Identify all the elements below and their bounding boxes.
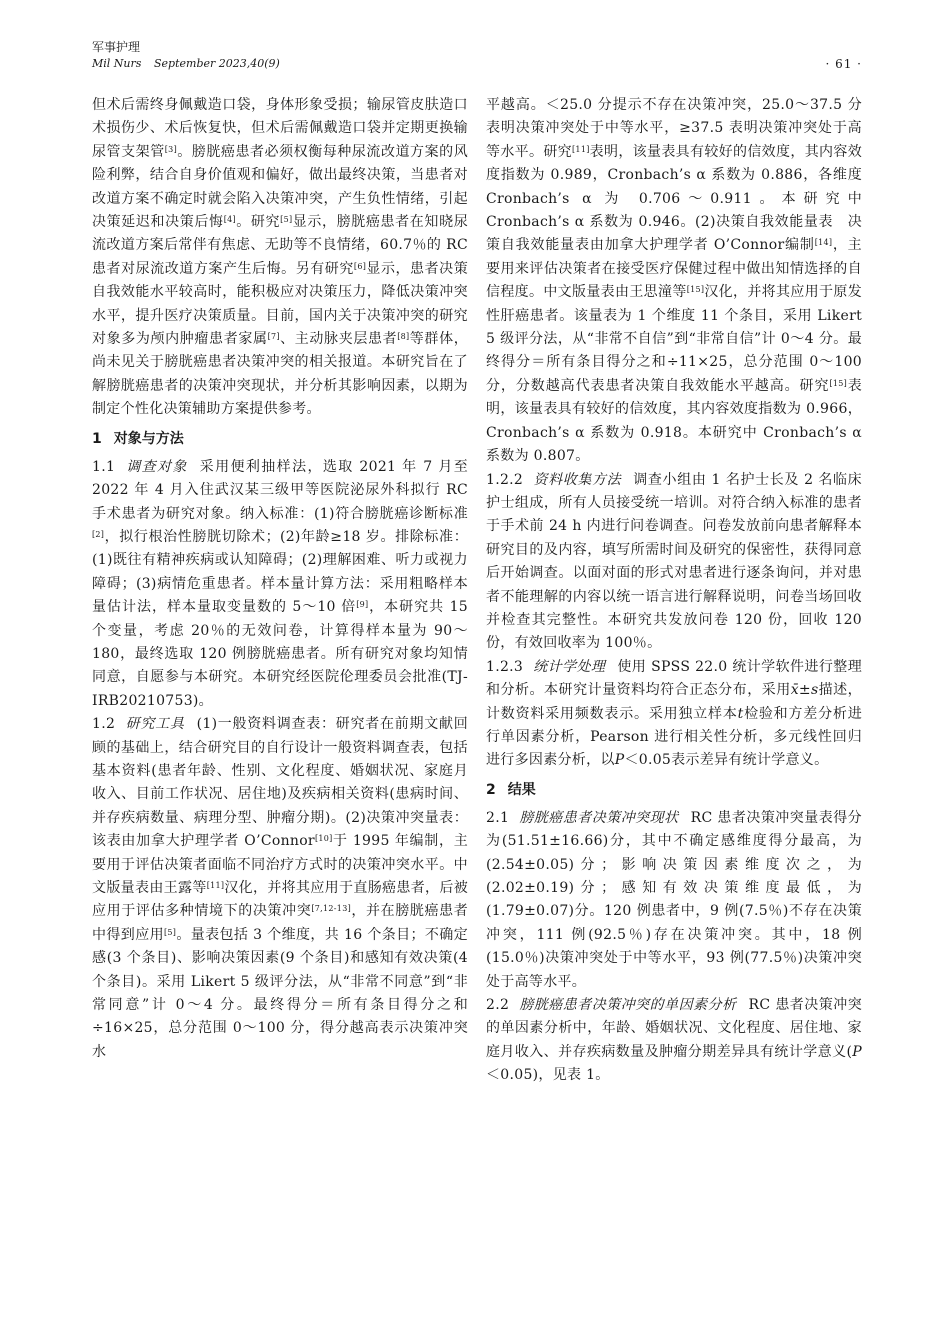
text-run: 膀胱癌患者决策冲突现状 bbox=[519, 809, 679, 826]
text-run: 调查小组由 1 名护士长及 2 名临床护士组成，所有人员接受统一培训。对符合纳入标准的患者于手术前 24 h 内进行问卷调查。问卷发放前向患者解释本研究目的及内容，填写所需时间及研究的保密性，获得同意后开始调查。以面对面的形式对患者进行逐条询问，并对患者不能理解的内容以统一语言进行解释说明，问卷当场回收并检查其完整性。本研究共发放问卷 120 份，回收 120 份，有效回收率为 100％。 bbox=[486, 471, 862, 652]
section-heading-methods bbox=[92, 428, 468, 450]
text-run: 显示，膀胱癌患者在知晓尿流改道方案后常伴有焦虑、无助等不良情绪，60.7％的 RC 患者对尿流改道方案产生后悔。另有研究 bbox=[92, 214, 468, 277]
citation: [14] bbox=[814, 238, 833, 248]
citation: [15] bbox=[686, 285, 705, 295]
text-run: (1)一般资料调查表：研究者在前期文献回顾的基础上，结合研究目的自行设计一般资料调查表，包括基本资料(患者年龄、性别、文化程度、婚姻状况、家庭月收入、目前工作状况、居住地)及疾病相关资料(患病时间、并存疾病数量、病理分型、肿瘤分期)。(2)决策冲突量表：该表由加拿大护理学者 O’Connor bbox=[92, 716, 468, 850]
instruments-continued bbox=[486, 94, 862, 469]
text-run: 检验和方差分析进行单因素分析，Pearson 进行相关性分析，多元线性回归进行多因素分析，以 bbox=[486, 705, 862, 769]
page-header bbox=[92, 38, 862, 78]
citation: [5] bbox=[164, 927, 177, 937]
intro-paragraph bbox=[92, 94, 468, 422]
left-column bbox=[92, 94, 468, 1064]
text-run: 研究工具 bbox=[125, 716, 185, 733]
subsection-instruments bbox=[92, 713, 468, 1064]
text-run: 膀胱癌患者决策冲突的单因素分析 bbox=[519, 997, 737, 1014]
text-run: x̄±s bbox=[790, 682, 819, 699]
citation: [15] bbox=[829, 378, 848, 388]
text-run: ，主要用来评估决策者在接受医疗保健过程中做出知情选择的自信程度。中文版量表由王思潼等 bbox=[486, 237, 862, 301]
text-run: 结果 bbox=[507, 781, 536, 798]
text-run: 1.2.2 bbox=[486, 471, 524, 488]
text-run: 1 bbox=[92, 430, 102, 447]
subsection-current-status bbox=[486, 807, 862, 994]
text-run: 但术后需终身佩戴造口袋，身体形象受损；输尿管皮肤造口术损伤少、术后恢复快，但术后需佩戴造口袋并定期更换输尿管支架管 bbox=[92, 97, 468, 160]
citation: [5] bbox=[280, 215, 293, 225]
text-run: 描述，计数资料采用频数表示。采用独立样本 bbox=[486, 682, 862, 722]
text-run: 汉化，并将其应用于直肠癌患者，后被应用于评估多种情境下的决策冲突 bbox=[92, 880, 468, 920]
text-run: 1.1 bbox=[92, 458, 116, 475]
text-run: P bbox=[614, 752, 625, 769]
text-run: ，并在膀胱癌患者中得到应用 bbox=[92, 903, 469, 943]
text-run: 2 bbox=[486, 781, 496, 798]
subsection-data-collection bbox=[486, 469, 862, 656]
citation: [7,12-13] bbox=[311, 904, 352, 914]
text-run: t bbox=[737, 705, 744, 722]
text-run: ，本研究共 15 个变量，考虑 20％的无效问卷，计算得样本量为 90～180，最终选取 120 例膀胱癌患者。所有研究对象均知情同意，自愿参与本研究。本研究经医院伦理委员会批准(TJ-IRB20210753)。 bbox=[92, 599, 468, 709]
text-run: 2.2 bbox=[486, 997, 510, 1014]
citation: [6] bbox=[353, 261, 367, 271]
text-run: RC 患者决策冲突量表得分为(51.51±16.66)分，其中不确定感维度得分最高，为(2.54±0.05)分；影响决策因素维度次之，为(2.02±0.19)分；感知有效决策维度最低，为(1.79±0.07)分。120 例患者中，9 例(7.5％)不存在决策冲突，111 例(92.5％)存在决策冲突。其中，18 例(15.0％)决策冲突处于中等水平，93 例(77.5％)决策冲突处于高等水平。 bbox=[486, 809, 862, 990]
text-run: ，拟行根治性膀胱切除术；(2)年龄≥18 岁。排除标准：(1)既往有精神疾病或认知障碍；(2)理解困难、听力或视力障碍；(3)病情危重患者。样本量计算方法：采用粗略样本量估计法，样本量取变量数的 5～10 倍 bbox=[92, 528, 468, 616]
journal-title-en: Mil Nurs bbox=[92, 57, 142, 70]
text-run: 。研究 bbox=[235, 214, 281, 231]
text-run: 2.1 bbox=[486, 809, 510, 826]
subsection-statistics bbox=[486, 656, 862, 773]
issue-date: September 2023,40(9) bbox=[154, 57, 280, 70]
text-run: 于 1995 年编制，主要用于评估决策者面临不同治疗方式时的决策冲突水平。中文版量表由王露等 bbox=[92, 833, 469, 896]
text-run: RC 患者决策冲突的单因素分析中，年龄、婚姻状况、文化程度、居住地、家庭月收入、并存疾病数量及肿瘤分期差异具有统计学意义( bbox=[486, 997, 863, 1060]
text-run: 、主动脉夹层患者 bbox=[279, 331, 398, 348]
text-run: 等群体，尚未见关于膀胱癌患者决策冲突的相关报道。本研究旨在了解膀胱癌患者的决策冲突现状，并分析其影响因素，以期为制定个性化决策辅助方案提供参考。 bbox=[92, 331, 468, 418]
citation: [3] bbox=[164, 144, 177, 154]
citation: [7] bbox=[267, 332, 280, 342]
text-run: 。量表包括 3 个维度，共 16 个条目；不确定感(3 个条目)、影响决策因素(9 个条目)和感知有效决策(4 个条目)。采用 Likert 5 级评分法，从“非常不同意”到“非常同意”计 0～4 分。最终得分＝所有条目得分之和÷16×25，总分范围 0～100 分，得分越高表示决策冲突水 bbox=[92, 926, 468, 1060]
subsection-univariate-analysis bbox=[486, 994, 862, 1088]
text-run: 表明，该量表具有较好的信效度，其内容效度指数为 0.966，Cronbach’s α 系数为 0.918。本研究中 Cronbach’s α 系数为 0.807。 bbox=[486, 377, 862, 465]
page-number: · 61 · bbox=[825, 57, 862, 71]
subsection-subjects bbox=[92, 456, 468, 713]
text-run: ＜0.05表示差异有统计学意义。 bbox=[624, 752, 829, 769]
text-run: 采用便利抽样法，选取 2021 年 7 月至 2022 年 4 月入住武汉某三级甲等医院泌尿外科拟行 RC 手术患者为研究对象。纳入标准：(1)符合膀胱癌诊断标准 bbox=[92, 458, 469, 522]
citation: [10] bbox=[314, 834, 333, 844]
text-run: 1.2.3 bbox=[486, 658, 524, 675]
text-run: 资料收集方法 bbox=[533, 471, 622, 488]
citation: [8] bbox=[397, 332, 410, 342]
text-run: 。膀胱癌患者必须权衡每种尿流改道方案的风险利弊，结合自身价值观和偏好，做出最终决策，当患者对改道方案不确定时就会陷入决策冲突，产生负性情绪，引起决策延迟和决策后悔 bbox=[92, 143, 469, 231]
text-run: 调查对象 bbox=[125, 458, 188, 475]
text-run: 汉化，并将其应用于原发性肝癌患者。该量表为 1 个维度 11 个条目，采用 Likert 5 级评分法，从“非常不自信”到“非常自信”计 0～4 分。最终得分＝所有条目得分之和÷11×25，总分范围 0～100 分，分数越高代表患者决策自我效能水平越高。研究 bbox=[486, 284, 862, 394]
text-run: ＜0.05)，见表 1。 bbox=[486, 1067, 610, 1084]
citation: [11] bbox=[572, 144, 590, 154]
text-run: 平越高。＜25.0 分提示不存在决策冲突，25.0～37.5 分表明决策冲突处于中等水平，≥37.5 表明决策冲突处于高等水平。研究 bbox=[486, 97, 862, 160]
citation: [2] bbox=[92, 529, 105, 539]
text-run: 统计学处理 bbox=[533, 658, 606, 675]
text-run: 表明，该量表具有较好的信效度，其内容效度指数为 0.989，Cronbach’s α 系数为 0.886，各维度 Cronbach’s α 为 0.706～0.911。本研究中 Cronbach’s α 系数为 0.946。(2)决策自我效能量表 决策自我效能量表由加拿大护理学者 O’Connor编制 bbox=[486, 143, 862, 254]
right-column bbox=[486, 94, 862, 1088]
citation: [9] bbox=[356, 600, 369, 610]
citation: [11] bbox=[206, 881, 225, 890]
text-run: P bbox=[852, 1043, 862, 1060]
section-heading-results bbox=[486, 779, 862, 801]
journal-title-cn: 军事护理 bbox=[92, 40, 141, 54]
text-run: 使用 SPSS 22.0 统计学软件进行整理和分析。本研究计量资料均符合正态分布，采用 bbox=[486, 658, 862, 699]
text-run: 显示，患者决策自我效能水平较高时，能积极应对决策压力，降低决策冲突水平，提升医疗决策质量。目前，国内关于决策冲突的研究对象多为颅内肿瘤患者家属 bbox=[92, 260, 468, 348]
citation: [4] bbox=[223, 215, 236, 225]
text-run: 对象与方法 bbox=[113, 430, 184, 447]
text-run: 1.2 bbox=[92, 716, 116, 733]
